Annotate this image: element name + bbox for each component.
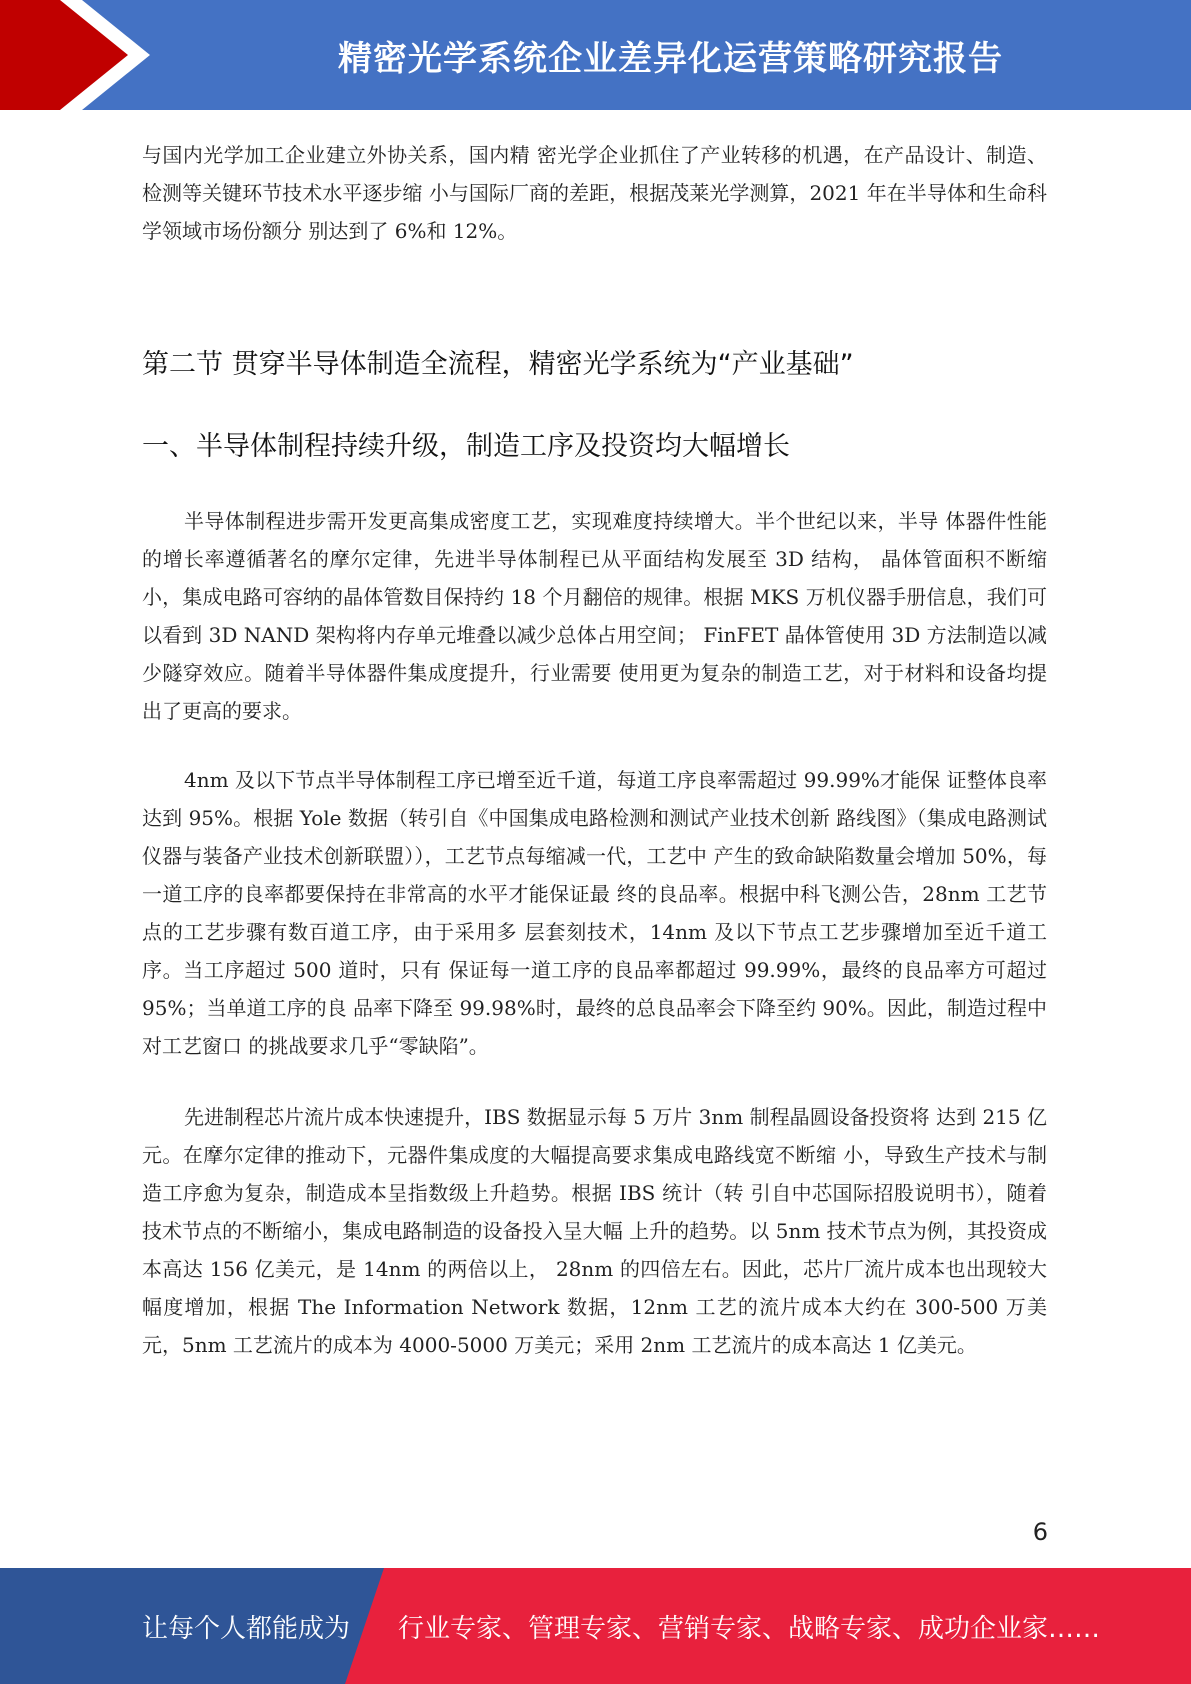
header-title: 精密光学系统企业差异化运营策略研究报告 <box>338 38 1003 79</box>
paragraph-yield: 4nm 及以下节点半导体制程工序已增至近千道，每道工序良率需超过 99.99%才能保 证整体良率达到 95%。根据 Yole 数据（转引自《中国集成电路检测和测试产业技术创新 路线图》（集成电路测试仪器与装备产业技术创新联盟）），工艺节点每缩减一代，工艺中 产生的致命缺陷数量会增加 50%，每一道工序的良率都要保持在非常高的水平才能保证最 终的良品率。根据中科飞测公告，28nm 工艺节点的工艺步骤有数百道工序，由于采用多 层套刻技术，14nm 及以下节点工艺步骤增加至近千道工序。当工序超过 500 道时，只有 保证每一道工序的良品率都超过 99.99%，最终的良品率方可超过 95%；当单道工序的良 品率下降至 99.98%时，最终的总良品率会下降至约 90%。因此，制造过程中对工艺窗口 的挑战要求几乎“零缺陷”。 <box>142 768 1047 1058</box>
page-footer <box>0 1568 1191 1684</box>
section-heading: 第二节 贯穿半导体制造全流程，精密光学系统为“产业基础” <box>142 349 854 380</box>
paragraph-cost: 先进制程芯片流片成本快速提升，IBS 数据显示每 5 万片 3nm 制程晶圆设备投资将 达到 215 亿元。在摩尔定律的推动下，元器件集成度的大幅提高要求集成电路线宽不断缩 小，导致生产技术与制造工序愈为复杂，制造成本呈指数级上升趋势。根据 IBS 统计（转 引自中芯国际招股说明书），随着技术节点的不断缩小，集成电路制造的设备投入呈大幅 上升的趋势。以 5nm 技术节点为例，其投资成本高达 156 亿美元，是 14nm 的两倍以上， 28nm 的四倍左右。因此，芯片厂流片成本也出现较大幅度增加，根据 The Information Network 数据，12nm 工艺的流片成本大约在 300-500 万美元，5nm 工艺流片的成本为 4000-5000 万美元；采用 2nm 工艺流片的成本高达 1 亿美元。 <box>142 1105 1047 1357</box>
paragraph-intro: 与国内光学加工企业建立外协关系，国内精 密光学企业抓住了产业转移的机遇，在产品设计、制造、检测等关键环节技术水平逐步缩 小与国际厂商的差距，根据茂莱光学测算，2021 年在半导体和生命科学领域市场份额分 别达到了 6%和 12%。 <box>142 143 1047 243</box>
page-number: 6 <box>1032 1518 1048 1546</box>
subsection-heading: 一、半导体制程持续升级，制造工序及投资均大幅增长 <box>142 431 790 462</box>
paragraph-moore-law: 半导体制程进步需开发更高集成密度工艺，实现难度持续增大。半个世纪以来，半导 体器件性能的增长率遵循著名的摩尔定律，先进半导体制程已从平面结构发展至 3D 结构， 晶体管面积不断缩小，集成电路可容纳的晶体管数目保持约 18 个月翻倍的规律。根据 MKS 万机仪器手册信息，我们可以看到 3D NAND 架构将内存单元堆叠以减少总体占用空间； FinFET 晶体管使用 3D 方法制造以减少隧穿效应。随着半导体器件集成度提升，行业需要 使用更为复杂的制造工艺，对于材料和设备均提出了更高的要求。 <box>142 509 1047 723</box>
footer-slogan-left: 让每个人都能成为 <box>142 1613 351 1644</box>
page-header <box>0 0 1191 110</box>
footer-slogan-right: 行业专家、管理专家、营销专家、战略专家、成功企业家…… <box>398 1613 1101 1644</box>
